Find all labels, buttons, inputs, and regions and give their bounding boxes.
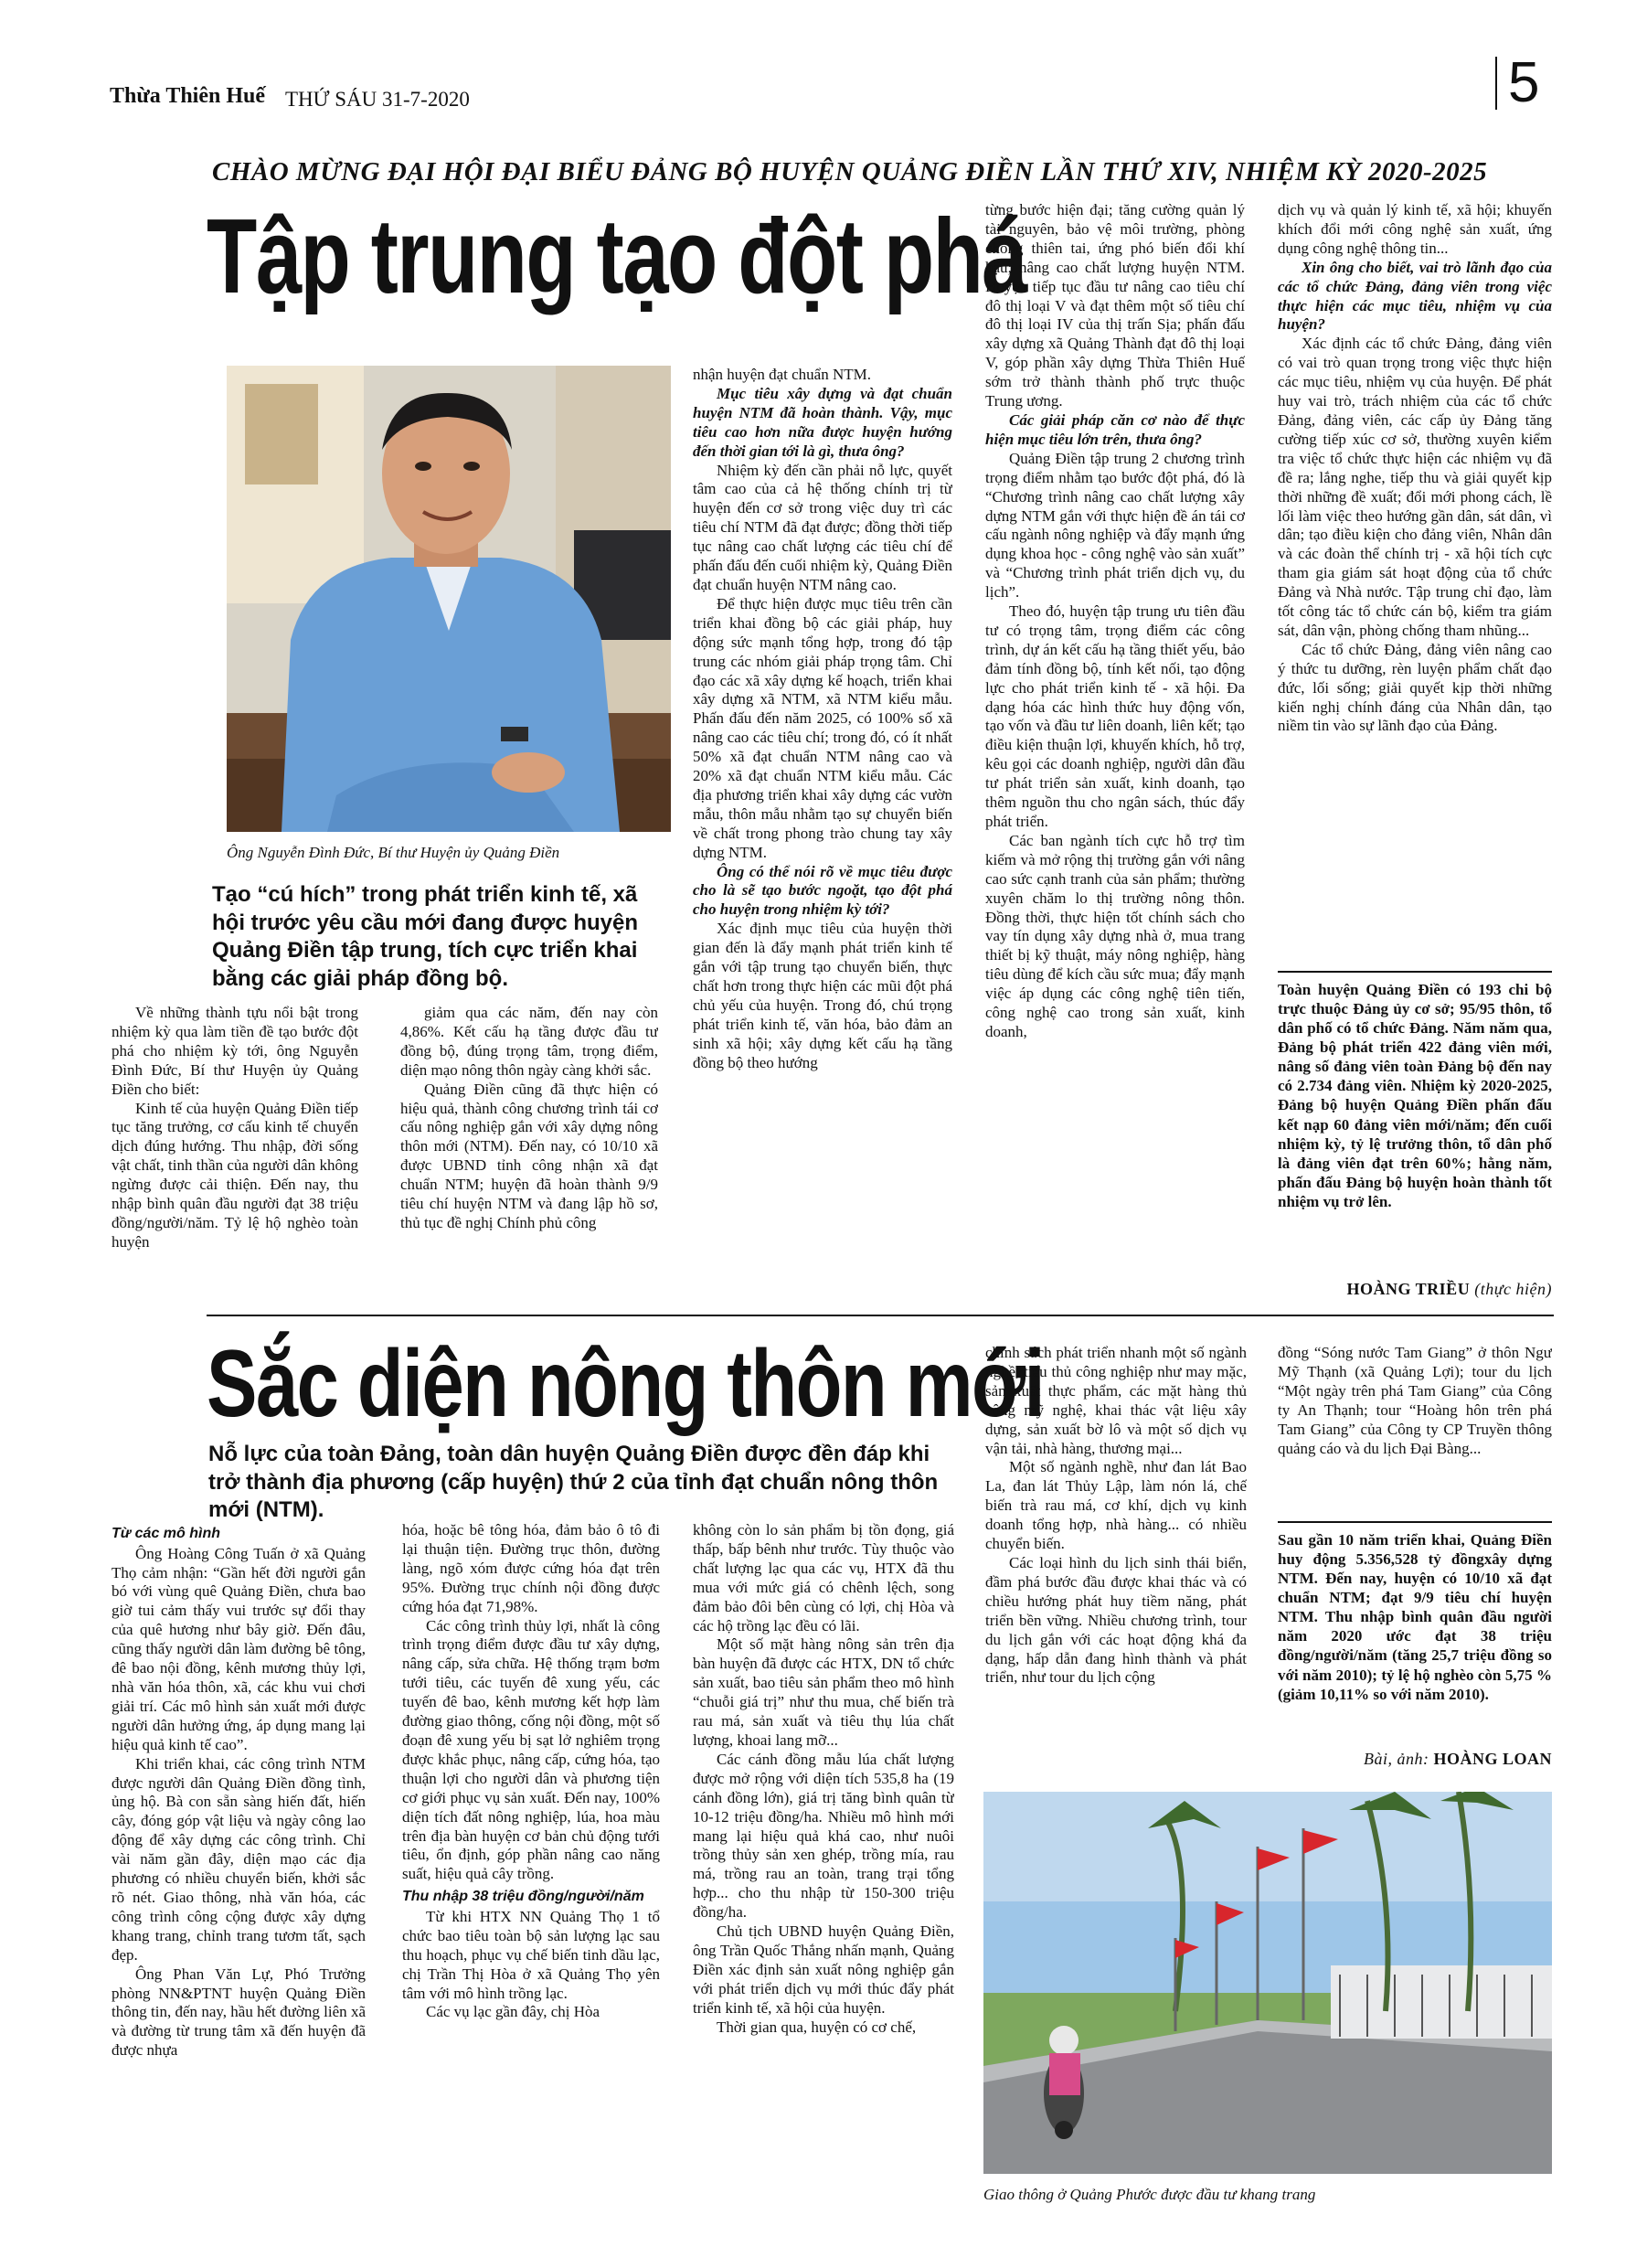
- page-number-rule: [1495, 57, 1497, 110]
- interview-question: Xin ông cho biết, vai trò lãnh đạo của các tổ chức Đảng, đảng viên trong việc thực hiện các mục tiêu, nhiệm vụ của huyện?: [1278, 258, 1552, 334]
- paragraph: không còn lo sản phẩm bị tồn đọng, giá thấp, bấp bênh như trước. Tùy thuộc vào chất lượng lạc qua các vụ, HTX đã thu mua với mức giá có chênh lệch, song đảm bảo đôi bên cùng có lợi, chị Hòa và các hộ trồng lạc đều có lãi.: [693, 1521, 954, 1634]
- byline-label: Bài, ảnh:: [1363, 1750, 1429, 1768]
- paragraph: Quảng Điền tập trung 2 chương trình trọng điểm nhằm tạo bước đột phá, đó là “Chương trình nâng cao chất lượng xây dựng NTM gắn với thực hiện đề án tái cơ cấu ngành nông nghiệp và đẩy mạnh ứng dụng khoa học - công nghệ vào sản xuất” và “Chương trình phát triển dịch vụ, du lịch”.: [985, 449, 1245, 602]
- paragraph: Nhiệm kỳ đến cần phải nỗ lực, quyết tâm cao của cả hệ thống chính trị từ huyện đến cơ sở trong việc duy trì các tiêu chí NTM đã đạt được; đồng thời tiếp tục nâng cao chất lượng các tiêu chí để phấn đấu đến cuối nhiệm kỳ, Quảng Điền đạt chuẩn huyện NTM nâng cao.: [693, 461, 952, 593]
- article1-column-1: [112, 1004, 358, 1307]
- interview-question: Ông có thể nói rõ về mục tiêu được cho là sẽ tạo bước ngoặt, tạo đột phá cho huyện trong nhiệm kỳ tới?: [693, 862, 952, 919]
- paragraph: Để thực hiện được mục tiêu trên cần triển khai đồng bộ các giải pháp, huy động sức mạnh tổng hợp, trong đó tập trung các nhóm giải pháp trọng tâm. Chỉ đạo các xã xây dựng kế hoạch, triển khai xây dựng xã NTM, xã NTM kiểu mẫu. Phấn đấu đến năm 2025, có 100% số xã nâng cao các tiêu chí; trong đó, có ít nhất 50% xã đạt chuẩn NTM nâng cao và 20% xã đạt chuẩn NTM kiểu mẫu. Các địa phương triển khai xây dựng các vườn mẫu, thôn mẫu nhằm tạo sự chuyển biến về chất trong phong trào chung tay xây dựng NTM.: [693, 594, 952, 861]
- article2-column-3: [693, 1521, 954, 2198]
- paragraph: nhận huyện đạt chuẩn NTM.: [693, 366, 871, 383]
- road-photo-caption: Giao thông ở Quảng Phước được đầu tư khang trang: [983, 2186, 1316, 2203]
- paragraph: Kinh tế của huyện Quảng Điền tiếp tục tăng trưởng, cơ cấu kinh tế chuyển dịch đúng hướng. Thu nhập, đời sống vật chất, tinh thần của người dân không ngừng được cải thiện. Đến nay, thu nhập bình quân đầu người đạt 38 triệu đồng/người/năm. Tỷ lệ hộ nghèo toàn huyện: [112, 1099, 358, 1251]
- paragraph: chính sách phát triển nhanh một số ngành nghề, tiểu thủ công nghiệp như may mặc, sản xuất thực phẩm, các mặt hàng thủ công mỹ nghệ, khai thác vật liệu xây dựng, sản xuất bờ lô và một số dịch vụ vận tải, nhà hàng, thương mại...: [985, 1344, 1247, 1457]
- paragraph: Chủ tịch UBND huyện Quảng Điền, ông Trần Quốc Thắng nhấn mạnh, Quảng Điền xác định sản xuất nông nghiệp gắn với phát triển dịch vụ mới thúc đẩy phát triển kinh tế, xã hội của huyện.: [693, 1922, 954, 2017]
- article2-column-2: [402, 1521, 660, 2198]
- byline-name: HOÀNG LOAN: [1433, 1750, 1552, 1768]
- article1-factbox: Toàn huyện Quảng Điền có 193 chi bộ trực thuộc Đảng ủy cơ sở; 95/95 thôn, tổ dân phố có tổ chức Đảng. Năm năm qua, Đảng bộ phát triển 422 đảng viên mới, nâng số đảng viên toàn Đảng bộ đến nay có 2.734 đảng viên. Nhiệm kỳ 2020-2025, Đảng bộ huyện Quảng Điền phấn đấu kết nạp 60 đảng viên mới/năm; đến cuối nhiệm kỳ, tỷ lệ trưởng thôn, tổ dân phố là đảng viên đạt trên 60%; hằng năm, phấn đấu Đảng bộ huyện hoàn thành tốt nhiệm vụ trở lên.: [1278, 981, 1552, 1210]
- paragraph: Các ban ngành tích cực hỗ trợ tìm kiếm và mở rộng thị trường gắn với nâng cao sức cạnh tranh của sản phẩm; thường xuyên chăm lo thị trường nông thôn. Đồng thời, thực hiện tốt chính sách cho vay tín dụng xây dựng nhà ở, mua trang thiết bị kỹ thuật, máy nông nghiệp, hàng tiêu dùng để kích cầu sức mua; đẩy mạnh việc áp dụng các công nghệ tiên tiến, công nghệ cao trong sản xuất, kinh doanh,: [985, 831, 1245, 1040]
- interview-question: Các giải pháp căn cơ nào để thực hiện mục tiêu lớn trên, thưa ông?: [985, 410, 1245, 448]
- paragraph: Ông Phan Văn Lự, Phó Trưởng phòng NN&PTNT huyện Quảng Điền thông tin, đến nay, hầu hết đường liên xã và đường từ trung tâm xã đến huyện đã được nhựa: [112, 1965, 366, 2060]
- paragraph: Thời gian qua, huyện có cơ chế,: [717, 2018, 917, 2036]
- paragraph: Các loại hình du lịch sinh thái biển, đầm phá bước đầu được khai thác và có chiều hướng phát huy tiềm năng, phát triển bền vững. Nhiều chương trình, tour du lịch gắn với các hoạt động khá đa dạng, hấp dẫn đang hình thành và phát triển, như tour du lịch cộng: [985, 1553, 1247, 1687]
- article-separator: [207, 1315, 1554, 1316]
- issue-date: THỨ SÁU 31-7-2020: [285, 88, 470, 111]
- paragraph: Các tổ chức Đảng, đảng viên nâng cao ý thức tu dưỡng, rèn luyện phẩm chất đạo đức, lối sống; giải quyết kịp thời những kiến nghị chính đáng của Nhân dân, tạo niềm tin vào sự lãnh đạo của Đảng.: [1278, 640, 1552, 735]
- paragraph: Một số mặt hàng nông sản trên địa bàn huyện đã được các HTX, DN tổ chức sản xuất, bao tiêu sản phẩm theo mô hình “chuỗi giá trị” như thu mua, chế biến trà rau má, sản xuất và tiêu thụ lúa chất lượng, khoai lang mỡ...: [693, 1635, 954, 1749]
- paragraph: Khi triển khai, các công trình NTM được người dân Quảng Điền đồng tình, ủng hộ. Bà con sẵn sàng hiến đất, hiến cây, đóng góp vật liệu và ngày công lao động để xây dựng các công trình. Chỉ vài năm gần đây, diện mạo các địa phương có nhiều chuyển biến, khởi sắc rõ nét. Giao thông, nhà văn hóa, các công trình công cộng được xây dựng khang trang, chỉnh trang tươm tất, sạch đẹp.: [112, 1754, 366, 1964]
- paragraph: Các cánh đồng mẫu lúa chất lượng được mở rộng với diện tích 535,8 ha (19 cánh đồng lớn), giá trị tăng bình quân từ 10-12 triệu đồng/ha. Nhiều mô hình mới mang lại hiệu quả khá cao, như nuôi trồng thủy sản xen ghép, trồng mía, rau má, trồng rau an toàn, trang trại tổng hợp... cho thu nhập từ 150-300 triệu đồng/ha.: [693, 1750, 954, 1922]
- article1-column-5: [1278, 201, 1552, 969]
- article1-byline: [1278, 1280, 1552, 1299]
- paragraph: Xác định mục tiêu của huyện thời gian đến là đẩy mạnh phát triển kinh tế gắn với tập trung tạo chuyển biến, thực chất hơn trong thực hiện các mũi đột phá chủ yếu của huyện. Trong đó, chú trọng phát triển kinh tế, văn hóa, bảo đảm an sinh xã hội; xây dựng kết cấu hạ tầng đồng bộ theo hướng: [693, 920, 952, 1071]
- interview-question: Mục tiêu xây dựng và đạt chuẩn huyện NTM đã hoàn thành. Vậy, mục tiêu cao hơn nữa được huyện hướng đến thời gian tới là gì, thưa ông?: [693, 384, 952, 460]
- article2-factbox: Sau gần 10 năm triển khai, Quảng Điền huy động 5.356,528 tỷ đồngxây dựng NTM. Đến nay, huyện có 10/10 xã đạt chuẩn NTM; đạt 9/9 tiêu chí huyện NTM. Thu nhập bình quân đầu người năm 2020 ước đạt 38 triệu đồng/người/năm (tăng 25,7 triệu đồng so với năm 2010); tỷ lệ hộ nghèo còn 5,75 % (giảm 10,11% so với năm 2010).: [1278, 1531, 1552, 1703]
- paragraph: Ông Hoàng Công Tuấn ở xã Quảng Thọ cảm nhận: “Gần hết đời người gắn bó với vùng quê Quảng Điền, chưa bao giờ tui cảm thấy vui trước sự đổi thay của quê hương như bây giờ. Đến đâu, cũng thấy người dân làm đường bê tông, đê bao nội đồng, kênh mương thủy lợi, nhà văn hóa thôn, xã, các khu vui chơi giải trí. Các mô hình sản xuất mới được người dân hưởng ứng, áp dụng mang lại hiệu quả kinh tế cao”.: [112, 1544, 366, 1753]
- subheading: Thu nhập 38 triệu đồng/người/năm: [402, 1889, 644, 1905]
- portrait-caption: Ông Nguyễn Đình Đức, Bí thư Huyện ủy Quảng Điền: [227, 844, 560, 861]
- article2-byline: [1278, 1750, 1552, 1769]
- publication-name: Thừa Thiên Huế: [110, 84, 266, 108]
- article1-column-4: [985, 201, 1245, 1307]
- page-number: 5: [1508, 51, 1540, 114]
- article2-headline: Sắc diện nông thôn mới: [207, 1331, 1045, 1437]
- paragraph: đồng “Sóng nước Tam Giang” ở thôn Ngư Mỹ Thạnh (xã Quảng Lợi); tour du lịch “Một ngày trên phá Tam Giang” của Công ty An Thạnh; tour “Hoàng hôn trên phá Tam Giang” của Công ty CP Truyền thông quảng cáo và du lịch Đại Bàng...: [1278, 1344, 1552, 1457]
- byline-name: HOÀNG TRIỀU: [1346, 1280, 1471, 1298]
- paragraph: Xác định các tổ chức Đảng, đảng viên có vai trò quan trọng trong việc thực hiện các mục tiêu, nhiệm vụ của huyện. Để phát huy vai trò, trách nhiệm của các tổ chức Đảng, đảng viên, các cấp ủy Đảng tăng cường tiếp xúc cơ sở, thường xuyên kiểm tra việc tổ chức thực hiện các nhiệm vụ đã đề ra; lắng nghe, tiếp thu và giải quyết kịp thời những đề xuất; đổi mới phong cách, lề lối làm việc theo hướng gần dân, sát dân, vì dân; tạo điều kiện cho đảng viên, Nhân dân và các đoàn thể chính trị - xã hội tích cực tham gia giám sát hoạt động của tổ chức Đảng và Nhà nước. Tập trung chỉ đạo, làm tốt công tác tổ chức cán bộ, kiểm tra giám sát, dân vận, phòng chống tham nhũng...: [1278, 335, 1552, 639]
- byline-role: (thực hiện): [1474, 1280, 1552, 1298]
- paragraph: Quảng Điền cũng đã thực hiện có hiệu quả, thành công chương trình tái cơ cấu nông nghiệp gắn với xây dựng nông thôn mới (NTM). Đến nay, có 10/10 xã được UBND tỉnh công nhận xã đạt chuẩn NTM; huyện đã hoàn thành 9/9 tiêu chí huyện NTM và đang lập hồ sơ, thủ tục đề nghị Chính phủ công: [400, 1080, 658, 1231]
- article2-column-5: [1278, 1344, 1552, 1517]
- paragraph: Một số ngành nghề, như đan lát Bao La, đan lát Thủy Lập, làm nón lá, chế biến trà rau má, cơ khí, dịch vụ kinh doanh tổng hợp, nhà hàng... có nhiều chuyển biến.: [985, 1458, 1247, 1553]
- article2-column-1: [112, 1521, 366, 2198]
- paragraph: Từ khi HTX NN Quảng Thọ 1 tổ chức bao tiêu toàn bộ sản lượng lạc sau thu hoạch, phục vụ chế biến tinh dầu lạc, chị Trần Thị Hòa ở xã Quảng Thọ yên tâm với mô hình trồng lạc.: [402, 1907, 660, 2002]
- road-photo: [983, 1792, 1552, 2174]
- paragraph: giảm qua các năm, đến nay còn 4,86%. Kết cấu hạ tầng được đầu tư đồng bộ, đúng trọng tâm, trọng điểm, diện mạo nông thôn ngày càng khởi sắc.: [400, 1004, 658, 1079]
- paragraph: từng bước hiện đại; tăng cường quản lý tài nguyên, bảo vệ môi trường, phòng chống thiên tai, ứng phó biến đổi khí hậu; nâng cao chất lượng huyện NTM. Huyện tiếp tục đầu tư nâng cao tiêu chí đô thị loại V và đạt thêm một số tiêu chí đô thị loại IV của thị trấn Sịa; phấn đấu xây dựng xã Quảng Thành đạt đô thị loại V, góp phần xây dựng Thừa Thiên Huế sớm trở thành thành phố trực thuộc Trung ương.: [985, 201, 1245, 410]
- article1-lead: Tạo “cú hích” trong phát triển kinh tế, xã hội trước yêu cầu mới đang được huyện Quảng Điền tập trung, tích cực triển khai bằng các giải pháp đồng bộ.: [212, 882, 639, 992]
- factbox-rule: [1278, 1521, 1552, 1523]
- paragraph: Theo đó, huyện tập trung ưu tiên đầu tư có trọng tâm, trọng điểm các công trình, dự án kết cấu hạ tầng thiết yếu, bảo đảm tính đồng bộ, tính kết nối, tạo động lực cho phát triển kinh tế - xã hội. Đa dạng hóa các hình thức huy động vốn, tạo vốn và đầu tư liên doanh, liên kết; tạo điều kiện thuận lợi, khuyến khích, hỗ trợ, kêu gọi các doanh nghiệp, người dân đầu tư phát triển sản xuất, kinh doanh, tạo thêm nguồn thu cho ngân sách, thúc đẩy phát triển.: [985, 602, 1245, 830]
- paragraph: hóa, hoặc bê tông hóa, đảm bảo ô tô đi lại thuận tiện. Đường trục thôn, đường làng, ngõ xóm được cứng hóa đạt trên 95%. Đường trục chính nội đồng được cứng hóa đạt 71,98%.: [402, 1521, 660, 1615]
- article1-column-3: [693, 366, 952, 1307]
- paragraph: dịch vụ và quản lý kinh tế, xã hội; khuyến khích đổi mới công nghệ sản xuất, ứng dụng công nghệ thông tin...: [1278, 201, 1552, 257]
- article1-column-2: [400, 1004, 658, 1307]
- article1-headline: Tập trung tạo đột phá: [207, 197, 1027, 315]
- paragraph: Các công trình thủy lợi, nhất là công trình trọng điểm được đầu tư xây dựng, nâng cấp, sửa chữa. Hệ thống trạm bơm tưới tiêu, các tuyến đê xung yếu, các tuyến đê bao, kênh mương kết hợp làm đường giao thông, cống nội đồng, một số đoạn đê xung yếu bị sạt lở nghiêm trọng được khắc phục, nâng cấp, cứng hóa, tạo thuận lợi cho người dân và phương tiện cơ giới phục vụ sản xuất. Đến nay, 100% diện tích đất nông nghiệp, lúa, hoa màu trên địa bàn huyện cơ bản chủ động tưới tiêu, ổn định, góp phần nâng cao năng suất, hiệu quả cây trồng.: [402, 1616, 660, 1883]
- section-kicker: CHÀO MỪNG ĐẠI HỘI ĐẠI BIỂU ĐẢNG BỘ HUYỆN QUẢNG ĐIỀN LẦN THỨ XIV, NHIỆM KỲ 2020-2025: [212, 157, 1488, 186]
- paragraph: Về những thành tựu nổi bật trong nhiệm kỳ qua làm tiền đề tạo bước đột phá cho nhiệm kỳ tới, ông Nguyễn Đình Đức, Bí thư Huyện ủy Quảng Điền cho biết:: [112, 1004, 358, 1098]
- article2-column-4: [985, 1344, 1247, 1783]
- paragraph: Các vụ lạc gần đây, chị Hòa: [426, 2003, 600, 2021]
- factbox-rule: [1278, 971, 1552, 973]
- subheading: Từ các mô hình: [112, 1526, 220, 1541]
- article2-lead: Nỗ lực của toàn Đảng, toàn dân huyện Quảng Điền được đền đáp khi trở thành địa phương (cấp huyện) thứ 2 của tỉnh đạt chuẩn nông thôn mới (NTM).: [208, 1442, 939, 1523]
- portrait-photo: [227, 366, 671, 832]
